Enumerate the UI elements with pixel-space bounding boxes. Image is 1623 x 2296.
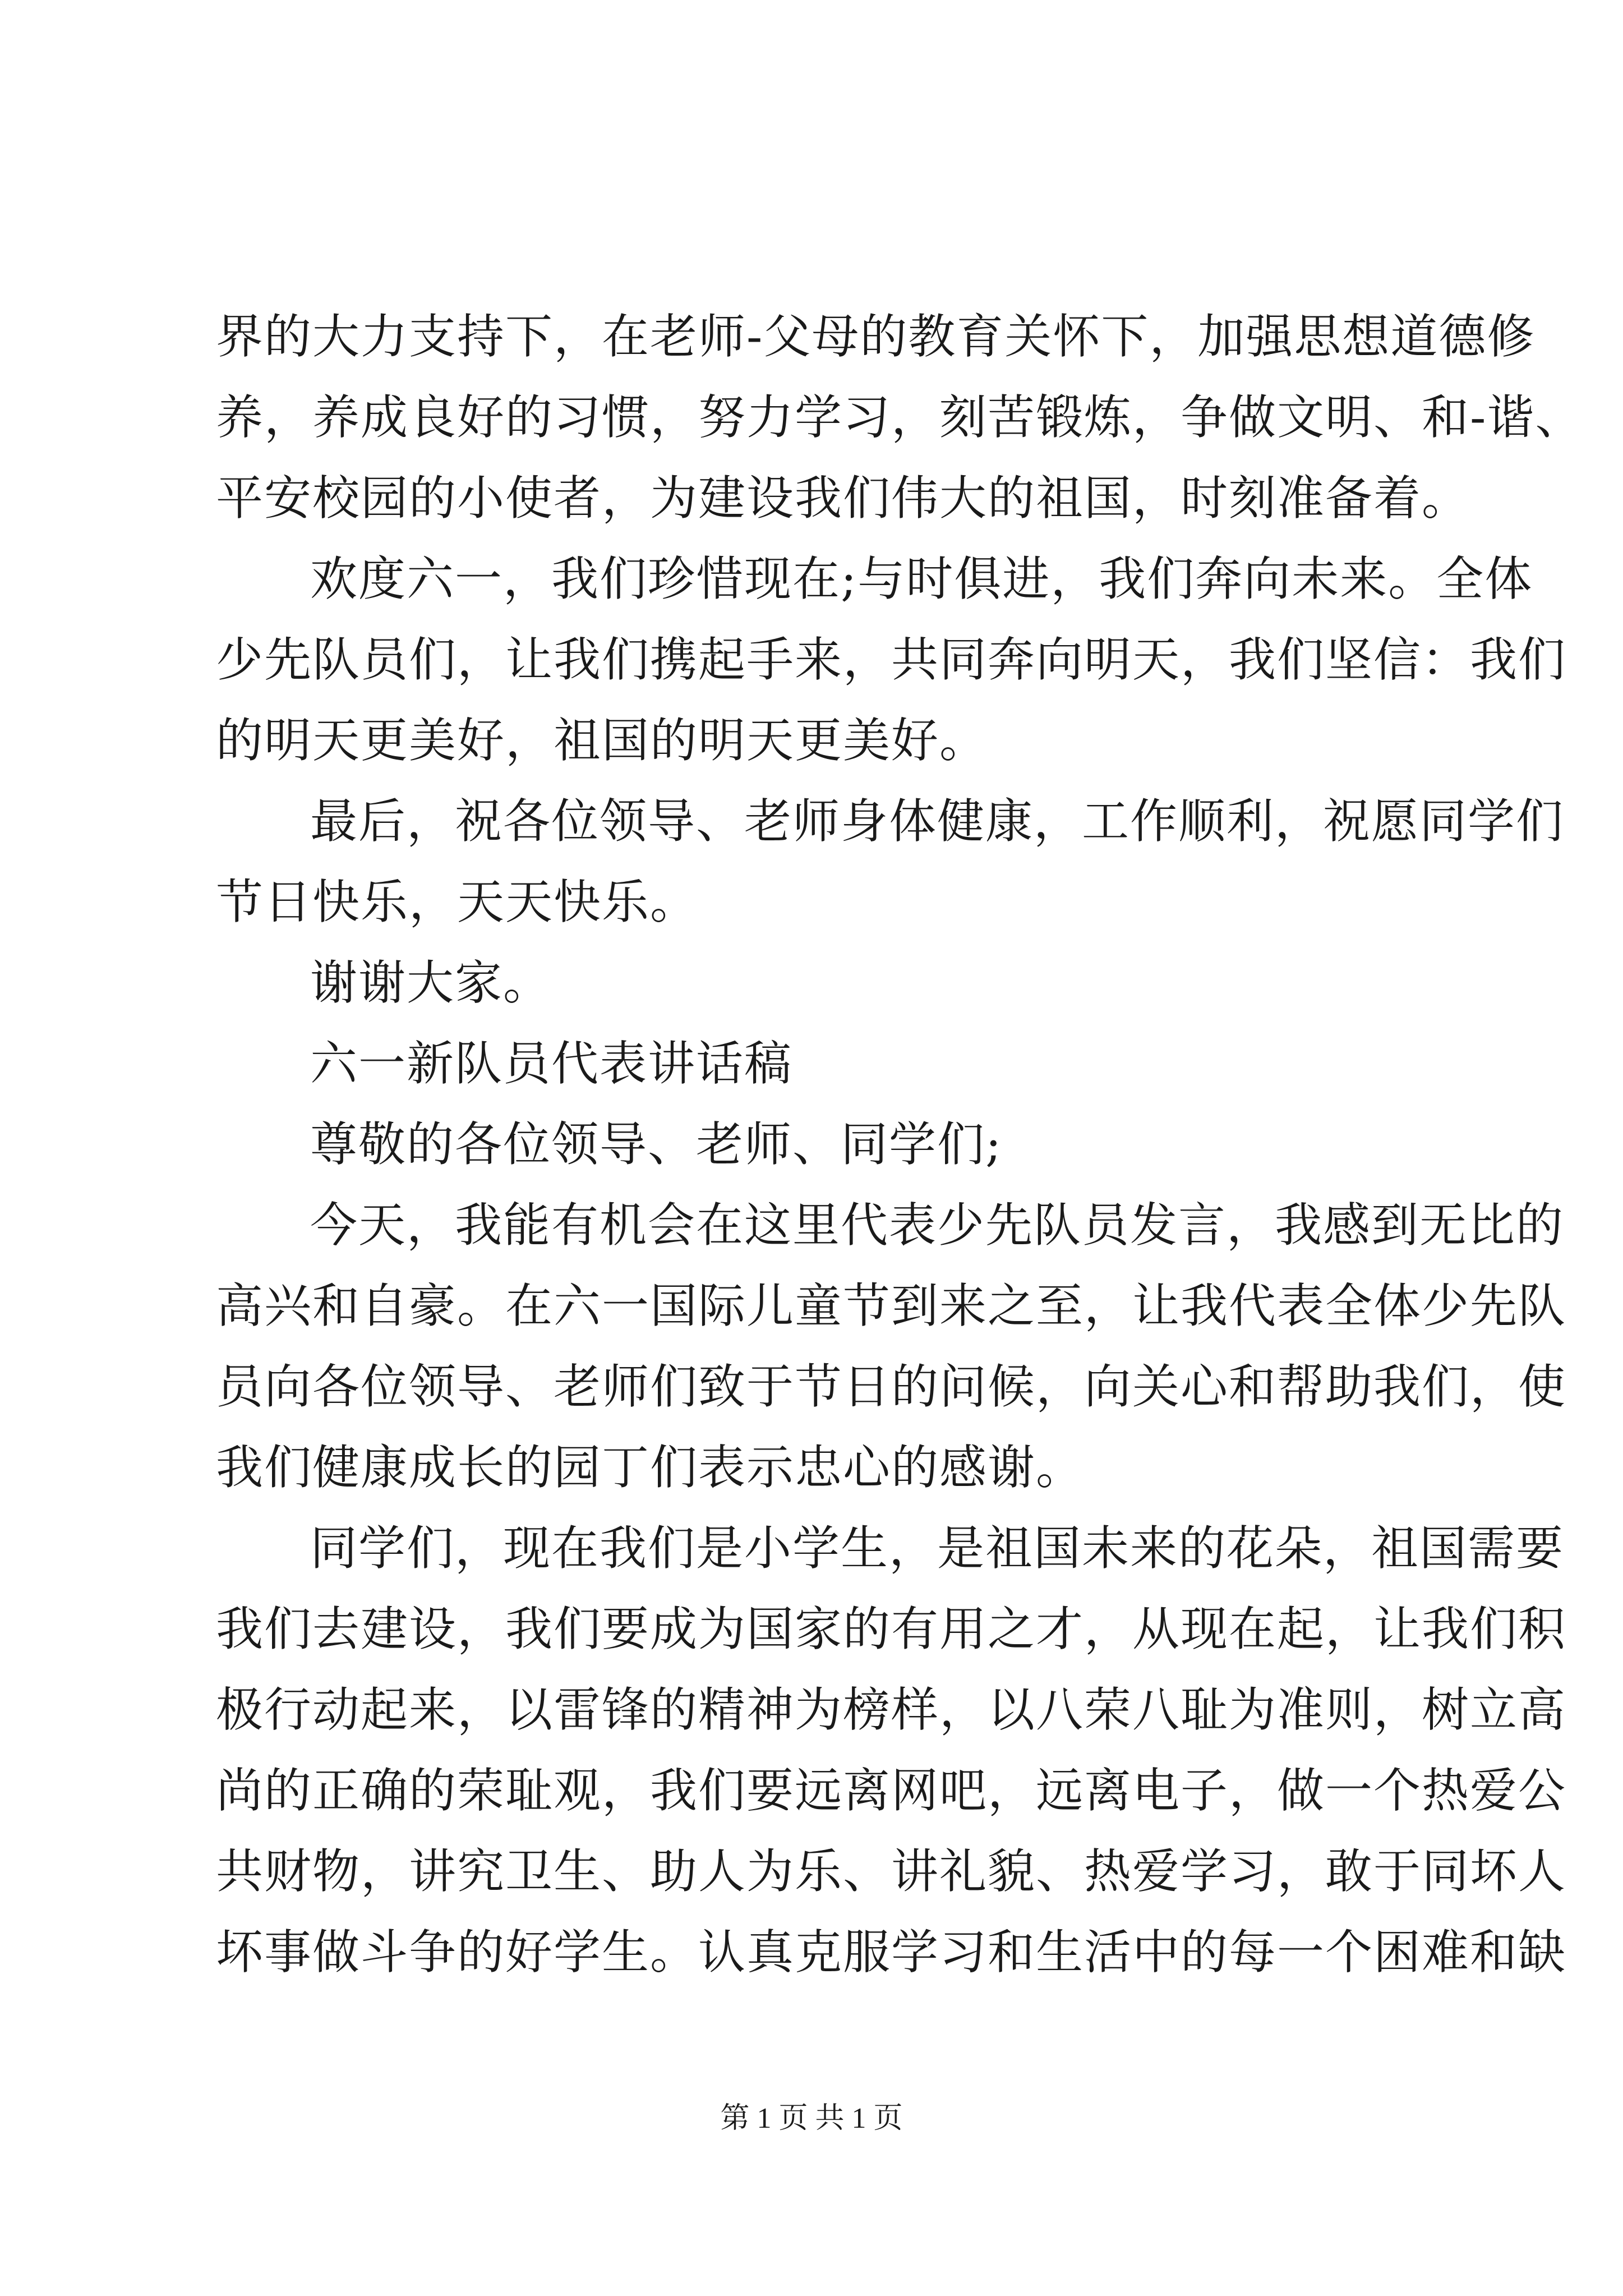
- text-line: 尚的正确的荣耻观，我们要远离网吧，远离电子，做一个热爱公: [216, 1763, 1567, 1818]
- text-line: 今天，我能有机会在这里代表少先队员发言，我感到无比的: [310, 1198, 1565, 1253]
- document-body: [216, 296, 1584, 1993]
- text-line: 欢度六一，我们珍惜现在;与时俱进，我们奔向未来。全体: [310, 551, 1533, 606]
- text-line: 节日快乐，天天快乐。: [216, 875, 699, 930]
- text-line: 少先队员们，让我们携起手来，共同奔向明天，我们坚信：我们: [216, 632, 1567, 687]
- text-line: 同学们，现在我们是小学生，是祖国未来的花朵，祖国需要: [310, 1521, 1565, 1576]
- text-line: 六一新队员代表讲话稿: [310, 1036, 793, 1091]
- page-footer: 第 1 页 共 1 页: [720, 2102, 903, 2134]
- text-line: 界的大力支持下，在老师-父母的教育关怀下，加强思想道德修: [216, 309, 1536, 364]
- text-line: 的明天更美好，祖国的明天更美好。: [216, 713, 988, 768]
- text-line: 养，养成良好的习惯，努力学习，刻苦锻炼，争做文明、和-谐、: [216, 390, 1584, 445]
- text-line: 极行动起来，以雷锋的精神为榜样，以八荣八耻为准则，树立高: [216, 1682, 1567, 1737]
- text-line: 坏事做斗争的好学生。认真克服学习和生活中的每一个困难和缺: [216, 1925, 1567, 1980]
- text-line: 我们去建设，我们要成为国家的有用之才，从现在起，让我们积: [216, 1602, 1567, 1657]
- text-line: 我们健康成长的园丁们表示忠心的感谢。: [216, 1440, 1085, 1495]
- text-line: 员向各位领导、老师们致于节日的问候，向关心和帮助我们，使: [216, 1359, 1567, 1414]
- text-line: 尊敬的各位领导、老师、同学们;: [310, 1117, 1003, 1172]
- text-line: 平安校园的小使者，为建设我们伟大的祖国，时刻准备着。: [216, 471, 1470, 526]
- text-line: 谢谢大家。: [310, 955, 552, 1010]
- text-line: 高兴和自豪。在六一国际儿童节到来之至，让我代表全体少先队: [216, 1278, 1567, 1333]
- text-line: 最后，祝各位领导、老师身体健康，工作顺利，祝愿同学们: [310, 794, 1565, 849]
- text-line: 共财物，讲究卫生、助人为乐、讲礼貌、热爱学习，敢于同坏人: [216, 1844, 1567, 1899]
